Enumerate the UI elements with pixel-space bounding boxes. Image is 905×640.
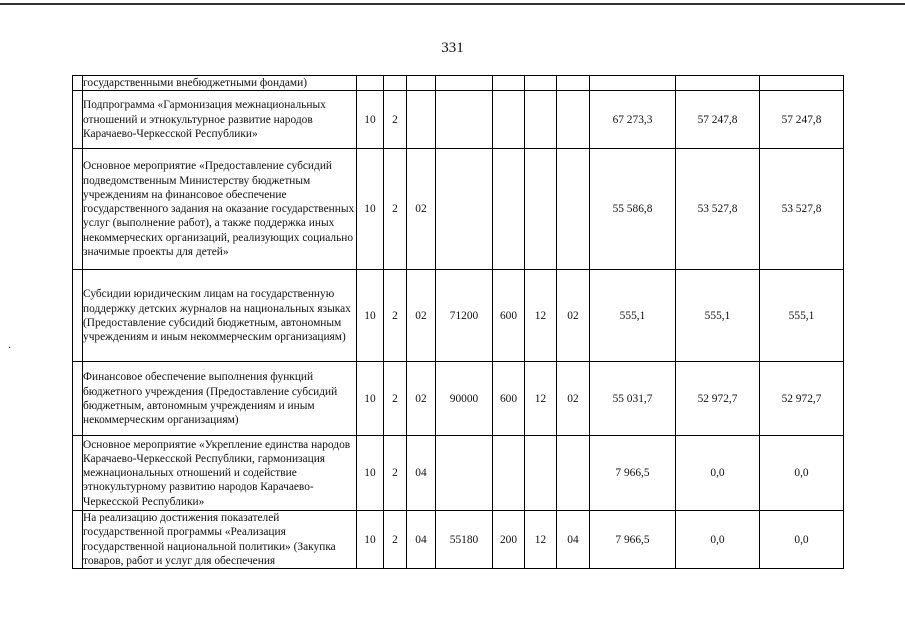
amount-year-2: 52 972,7 xyxy=(676,362,760,436)
row-description: Подпрограмма «Гармонизация межнациональных отношений и этнокультурное развитие народов Карачаево-Черкесской Республики» xyxy=(83,91,357,149)
table-row xyxy=(73,511,844,569)
direction-code: 90000 xyxy=(436,362,493,436)
section-code: 10 xyxy=(357,91,384,149)
program-code: 02 xyxy=(407,149,436,270)
subsection-code-2 xyxy=(525,149,557,270)
amount-year-3: 53 527,8 xyxy=(760,149,844,270)
expense-type-code xyxy=(493,149,525,270)
subsection-code-2: 12 xyxy=(525,362,557,436)
margin-mark: · xyxy=(8,343,12,354)
subsection-code-2 xyxy=(525,76,557,91)
program-code: 04 xyxy=(407,511,436,569)
row-description: Основное мероприятие «Предоставление субсидий подведомственным Министерству бюджетным учреждениям на финансовое обеспечение государственного задания на оказание государственных услуг (выполнение работ), а также поддержка иных некоммерческих организаций, реализующих социально значимые проекты для детей» xyxy=(83,149,357,270)
row-margin-cell xyxy=(73,270,83,362)
article-code xyxy=(557,149,590,270)
program-code: 02 xyxy=(407,270,436,362)
amount-year-3: 0,0 xyxy=(760,436,844,511)
article-code: 02 xyxy=(557,270,590,362)
amount-year-3: 555,1 xyxy=(760,270,844,362)
budget-table xyxy=(72,75,844,569)
amount-year-3: 52 972,7 xyxy=(760,362,844,436)
row-description: Финансовое обеспечение выполнения функций бюджетного учреждения (Предоставление субсидий бюджетным, автономным учреждениям и иным некоммерческим организациям) xyxy=(83,362,357,436)
subsection-code: 2 xyxy=(384,362,407,436)
article-code xyxy=(557,436,590,511)
table-row xyxy=(73,270,844,362)
amount-year-3: 0,0 xyxy=(760,511,844,569)
section-code: 10 xyxy=(357,511,384,569)
table-row xyxy=(73,149,844,270)
program-code xyxy=(407,91,436,149)
expense-type-code xyxy=(493,76,525,91)
amount-year-2: 0,0 xyxy=(676,511,760,569)
subsection-code-2 xyxy=(525,91,557,149)
amount-year-1: 555,1 xyxy=(590,270,676,362)
article-code: 04 xyxy=(557,511,590,569)
row-margin-cell xyxy=(73,149,83,270)
subsection-code: 2 xyxy=(384,511,407,569)
row-description: Основное мероприятие «Укрепление единства народов Карачаево-Черкесской Республики, гармонизация межнациональных отношений и содействие этнокультурному развитию народов Карачаево-Черкесской Республики» xyxy=(83,436,357,511)
table-row xyxy=(73,362,844,436)
subsection-code: 2 xyxy=(384,270,407,362)
amount-year-1: 55 586,8 xyxy=(590,149,676,270)
table-row xyxy=(73,436,844,511)
amount-year-2: 0,0 xyxy=(676,436,760,511)
amount-year-2: 53 527,8 xyxy=(676,149,760,270)
direction-code: 71200 xyxy=(436,270,493,362)
section-code: 10 xyxy=(357,149,384,270)
subsection-code: 2 xyxy=(384,91,407,149)
program-code: 02 xyxy=(407,362,436,436)
amount-year-2 xyxy=(676,76,760,91)
row-margin-cell xyxy=(73,362,83,436)
amount-year-1: 67 273,3 xyxy=(590,91,676,149)
subsection-code xyxy=(384,76,407,91)
row-margin-cell xyxy=(73,511,83,569)
row-margin-cell xyxy=(73,91,83,149)
expense-type-code xyxy=(493,436,525,511)
table-row xyxy=(73,76,844,91)
subsection-code-2: 12 xyxy=(525,511,557,569)
section-code: 10 xyxy=(357,436,384,511)
subsection-code: 2 xyxy=(384,149,407,270)
section-code: 10 xyxy=(357,362,384,436)
program-code xyxy=(407,76,436,91)
row-margin-cell xyxy=(73,76,83,91)
direction-code xyxy=(436,91,493,149)
direction-code xyxy=(436,149,493,270)
table-row xyxy=(73,91,844,149)
amount-year-1: 7 966,5 xyxy=(590,511,676,569)
expense-type-code: 600 xyxy=(493,362,525,436)
row-margin-cell xyxy=(73,436,83,511)
amount-year-2: 555,1 xyxy=(676,270,760,362)
section-code: 10 xyxy=(357,270,384,362)
page-number: 331 xyxy=(441,40,464,56)
amount-year-1: 7 966,5 xyxy=(590,436,676,511)
section-code xyxy=(357,76,384,91)
expense-type-code: 600 xyxy=(493,270,525,362)
page-top-border xyxy=(0,3,905,5)
article-code: 02 xyxy=(557,362,590,436)
expense-type-code: 200 xyxy=(493,511,525,569)
amount-year-3 xyxy=(760,76,844,91)
row-description: На реализацию достижения показателей государственной программы «Реализация государственной национальной политики» (Закупка товаров, работ и услуг для обеспечения xyxy=(83,511,357,569)
article-code xyxy=(557,91,590,149)
amount-year-2: 57 247,8 xyxy=(676,91,760,149)
row-description: государственными внебюджетными фондами) xyxy=(83,76,357,91)
subsection-code: 2 xyxy=(384,436,407,511)
subsection-code-2 xyxy=(525,436,557,511)
subsection-code-2: 12 xyxy=(525,270,557,362)
amount-year-1 xyxy=(590,76,676,91)
amount-year-3: 57 247,8 xyxy=(760,91,844,149)
article-code xyxy=(557,76,590,91)
expense-type-code xyxy=(493,91,525,149)
direction-code xyxy=(436,76,493,91)
row-description: Субсидии юридическим лицам на государственную поддержку детских журналов на национальных языках (Предоставление субсидий бюджетным, автономным учреждениям и иным некоммерческим организациям) xyxy=(83,270,357,362)
program-code: 04 xyxy=(407,436,436,511)
direction-code: 55180 xyxy=(436,511,493,569)
amount-year-1: 55 031,7 xyxy=(590,362,676,436)
direction-code xyxy=(436,436,493,511)
